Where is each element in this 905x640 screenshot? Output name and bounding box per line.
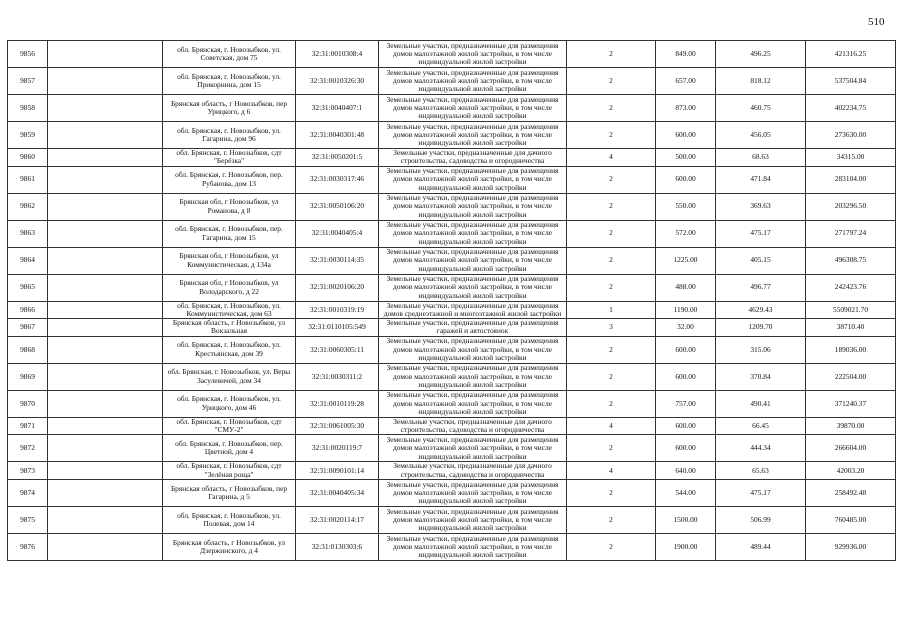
- cadastral-cost-cell: 34315.00: [806, 149, 896, 167]
- cadastral-cost-cell: 421316.25: [806, 41, 896, 68]
- area-cell: 757.00: [656, 390, 716, 417]
- address-cell: обл. Брянская, г. Новозыбков, ул. Прикорнина, дом 15: [163, 68, 296, 95]
- table-row: [8, 417, 896, 435]
- rate-cell: 496.25: [716, 41, 806, 68]
- area-cell: 600.00: [656, 122, 716, 149]
- table-row: [8, 247, 896, 274]
- address-cell: обл. Брянская, г. Новозыбков, сдт "Зелёная роща": [163, 462, 296, 480]
- cadastral-value-table: [7, 40, 896, 561]
- cadastral-cost-cell: 39870.00: [806, 417, 896, 435]
- row-number: 9865: [8, 274, 48, 301]
- cadastral-cost-cell: 203296.50: [806, 193, 896, 220]
- cadastral-number-cell: 32:31:0050106:20: [296, 193, 379, 220]
- category-cell: 4: [567, 149, 656, 167]
- rate-cell: 496.77: [716, 274, 806, 301]
- row-number: 9863: [8, 220, 48, 247]
- area-cell: 544.00: [656, 479, 716, 506]
- area-cell: 1190.00: [656, 301, 716, 319]
- row-number: 9869: [8, 363, 48, 390]
- land-use-cell: Земельные участки, предназначенные для дачного строительства, садоводства и огородничества: [379, 462, 567, 480]
- area-cell: 600.00: [656, 336, 716, 363]
- cadastral-cost-cell: 929936.00: [806, 533, 896, 560]
- category-cell: 2: [567, 220, 656, 247]
- rate-cell: 490.41: [716, 390, 806, 417]
- rate-cell: 405.15: [716, 247, 806, 274]
- category-cell: 2: [567, 166, 656, 193]
- row-number: 9868: [8, 336, 48, 363]
- cadastral-number-cell: 32:31:0020106:20: [296, 274, 379, 301]
- land-use-cell: Земельные участки, предназначенные для размещения домов малоэтажной жилой застройки, в том числе индивидуальной жилой застройки: [379, 95, 567, 122]
- page-number: 510: [868, 16, 885, 28]
- land-use-cell: Земельные участки, предназначенные для размещения домов малоэтажной жилой застройки, в том числе индивидуальной жилой застройки: [379, 336, 567, 363]
- table-row: [8, 533, 896, 560]
- cadastral-number-cell: 32:31:0060305:11: [296, 336, 379, 363]
- rate-cell: 444.34: [716, 435, 806, 462]
- table-row: [8, 41, 896, 68]
- address-cell: обл. Брянская, г. Новозыбков, ул. Коммунистическая, дом 63: [163, 301, 296, 319]
- cadastral-number-cell: 32:31:0010319:19: [296, 301, 379, 319]
- row-number: 9871: [8, 417, 48, 435]
- blank-cell: [48, 193, 163, 220]
- rate-cell: 818.12: [716, 68, 806, 95]
- blank-cell: [48, 417, 163, 435]
- rate-cell: 66.45: [716, 417, 806, 435]
- row-number: 9875: [8, 506, 48, 533]
- land-use-cell: Земельные участки, предназначенные для дачного строительства, садоводства и огородничества: [379, 149, 567, 167]
- row-number: 9862: [8, 193, 48, 220]
- blank-cell: [48, 336, 163, 363]
- land-use-cell: Земельные участки, предназначенные для размещения гаражей и автостоянок: [379, 319, 567, 337]
- blank-cell: [48, 363, 163, 390]
- table-row: [8, 166, 896, 193]
- rate-cell: 475.17: [716, 479, 806, 506]
- address-cell: обл. Брянская, г. Новозыбков, ул. Урицкого, дом 46: [163, 390, 296, 417]
- land-use-cell: Земельные участки, предназначенные для размещения домов малоэтажной жилой застройки, в том числе индивидуальной жилой застройки: [379, 479, 567, 506]
- land-use-cell: Земельные участки, предназначенные для размещения домов малоэтажной жилой застройки, в том числе индивидуальной жилой застройки: [379, 122, 567, 149]
- rate-cell: 68.63: [716, 149, 806, 167]
- category-cell: 2: [567, 95, 656, 122]
- blank-cell: [48, 479, 163, 506]
- blank-cell: [48, 41, 163, 68]
- rate-cell: 370.84: [716, 363, 806, 390]
- land-use-cell: Земельные участки, предназначенные для размещения домов малоэтажной жилой застройки, в том числе индивидуальной жилой застройки: [379, 435, 567, 462]
- rate-cell: 475.17: [716, 220, 806, 247]
- cadastral-cost-cell: 402234.75: [806, 95, 896, 122]
- address-cell: Брянская обл, г Новозыбков, ул Коммунистическая, д 134а: [163, 247, 296, 274]
- row-number: 9861: [8, 166, 48, 193]
- row-number: 9870: [8, 390, 48, 417]
- row-number: 9860: [8, 149, 48, 167]
- blank-cell: [48, 149, 163, 167]
- table-row: [8, 122, 896, 149]
- land-use-cell: Земельные участки, предназначенные для размещения домов малоэтажной жилой застройки, в том числе индивидуальной жилой застройки: [379, 363, 567, 390]
- area-cell: 657.00: [656, 68, 716, 95]
- address-cell: обл. Брянская, г. Новозыбков, ул. Крестьянская, дом 39: [163, 336, 296, 363]
- cadastral-number-cell: 32:31:0050201:5: [296, 149, 379, 167]
- area-cell: 1500.00: [656, 506, 716, 533]
- land-use-cell: Земельные участки, предназначенные для размещения домов малоэтажной жилой застройки, в том числе индивидуальной жилой застройки: [379, 68, 567, 95]
- category-cell: 2: [567, 533, 656, 560]
- table-row: [8, 301, 896, 319]
- rate-cell: 1209.70: [716, 319, 806, 337]
- cadastral-cost-cell: 189036.00: [806, 336, 896, 363]
- blank-cell: [48, 533, 163, 560]
- address-cell: Брянская область, г Новозыбков, ул Вокзальная: [163, 319, 296, 337]
- cadastral-number-cell: 32:31:0040407:1: [296, 95, 379, 122]
- row-number: 9858: [8, 95, 48, 122]
- address-cell: Брянская область, г Новозыбков, ул Дзержинского, д 4: [163, 533, 296, 560]
- cadastral-number-cell: 32:31:0061005:30: [296, 417, 379, 435]
- cadastral-number-cell: 32:31:0030114:35: [296, 247, 379, 274]
- land-use-cell: Земельные участки, предназначенные для размещения домов малоэтажной жилой застройки, в том числе индивидуальной жилой застройки: [379, 193, 567, 220]
- cadastral-cost-cell: 273630.00: [806, 122, 896, 149]
- cadastral-cost-cell: 371240.37: [806, 390, 896, 417]
- land-use-cell: Земельные участки, предназначенные для дачного строительства, садоводства и огородничества: [379, 417, 567, 435]
- cadastral-number-cell: 32:31:0040301:48: [296, 122, 379, 149]
- table-row: [8, 462, 896, 480]
- category-cell: 2: [567, 363, 656, 390]
- address-cell: обл. Брянская, г. Новозыбков, ул. Советская, дом 75: [163, 41, 296, 68]
- cadastral-number-cell: 32:31:0010326:30: [296, 68, 379, 95]
- area-cell: 32.00: [656, 319, 716, 337]
- table-row: [8, 220, 896, 247]
- table-row: [8, 336, 896, 363]
- category-cell: 4: [567, 462, 656, 480]
- area-cell: 640.00: [656, 462, 716, 480]
- address-cell: обл. Брянская, г. Новозыбков, сдт "Берёзка": [163, 149, 296, 167]
- category-cell: 2: [567, 68, 656, 95]
- category-cell: 2: [567, 479, 656, 506]
- cadastral-number-cell: 32:31:0010119:28: [296, 390, 379, 417]
- blank-cell: [48, 435, 163, 462]
- blank-cell: [48, 68, 163, 95]
- area-cell: 488.00: [656, 274, 716, 301]
- table-body: [8, 41, 896, 561]
- area-cell: 600.00: [656, 166, 716, 193]
- land-use-cell: Земельные участки, предназначенные для размещения домов малоэтажной жилой застройки, в том числе индивидуальной жилой застройки: [379, 166, 567, 193]
- cadastral-cost-cell: 760485.00: [806, 506, 896, 533]
- land-use-cell: Земельные участки, предназначенные для размещения домов малоэтажной жилой застройки, в том числе индивидуальной жилой застройки: [379, 533, 567, 560]
- rate-cell: 460.75: [716, 95, 806, 122]
- area-cell: 600.00: [656, 363, 716, 390]
- address-cell: Брянская обл, г Новозыбков, ул Володарского, д 22: [163, 274, 296, 301]
- category-cell: 2: [567, 274, 656, 301]
- area-cell: 873.00: [656, 95, 716, 122]
- land-use-cell: Земельные участки, предназначенные для размещения домов малоэтажной жилой застройки, в том числе индивидуальной жилой застройки: [379, 41, 567, 68]
- category-cell: 2: [567, 247, 656, 274]
- blank-cell: [48, 390, 163, 417]
- rate-cell: 65.63: [716, 462, 806, 480]
- table-row: [8, 390, 896, 417]
- cadastral-cost-cell: 242423.76: [806, 274, 896, 301]
- table-row: [8, 274, 896, 301]
- address-cell: обл. Брянская, г. Новозыбков, ул. Гагарина, дом 96: [163, 122, 296, 149]
- cadastral-number-cell: 32:31:0030317:46: [296, 166, 379, 193]
- area-cell: 550.00: [656, 193, 716, 220]
- area-cell: 600.00: [656, 435, 716, 462]
- blank-cell: [48, 220, 163, 247]
- land-use-cell: Земельные участки, предназначенные для размещения домов малоэтажной жилой застройки, в том числе индивидуальной жилой застройки: [379, 247, 567, 274]
- blank-cell: [48, 301, 163, 319]
- table-row: [8, 193, 896, 220]
- blank-cell: [48, 274, 163, 301]
- row-number: 9873: [8, 462, 48, 480]
- row-number: 9856: [8, 41, 48, 68]
- category-cell: 2: [567, 193, 656, 220]
- table-row: [8, 319, 896, 337]
- row-number: 9874: [8, 479, 48, 506]
- category-cell: 2: [567, 506, 656, 533]
- row-number: 9859: [8, 122, 48, 149]
- rate-cell: 471.84: [716, 166, 806, 193]
- rate-cell: 4629.43: [716, 301, 806, 319]
- area-cell: 1900.00: [656, 533, 716, 560]
- table-row: [8, 506, 896, 533]
- address-cell: обл. Брянская, г. Новозыбков, сдт "СМУ-2": [163, 417, 296, 435]
- cadastral-cost-cell: 496308.75: [806, 247, 896, 274]
- cadastral-cost-cell: 5509021.70: [806, 301, 896, 319]
- address-cell: Брянская область, г Новозыбков, пер Гагарина, д 5: [163, 479, 296, 506]
- area-cell: 572.00: [656, 220, 716, 247]
- row-number: 9857: [8, 68, 48, 95]
- cadastral-number-cell: 32:31:0110105:549: [296, 319, 379, 337]
- blank-cell: [48, 319, 163, 337]
- table-row: [8, 149, 896, 167]
- table-row: [8, 95, 896, 122]
- cadastral-number-cell: 32:31:0010308:4: [296, 41, 379, 68]
- table-row: [8, 435, 896, 462]
- category-cell: 2: [567, 41, 656, 68]
- rate-cell: 369.63: [716, 193, 806, 220]
- blank-cell: [48, 247, 163, 274]
- table-row: [8, 479, 896, 506]
- address-cell: обл. Брянская, г. Новозыбков, пер. Цветной, дом 4: [163, 435, 296, 462]
- cadastral-cost-cell: 271797.24: [806, 220, 896, 247]
- blank-cell: [48, 462, 163, 480]
- land-use-cell: Земельные участки, предназначенные для размещения домов малоэтажной жилой застройки, в том числе индивидуальной жилой застройки: [379, 506, 567, 533]
- area-cell: 849.00: [656, 41, 716, 68]
- address-cell: обл. Брянская, г. Новозыбков, пер. Гагарина, дом 15: [163, 220, 296, 247]
- area-cell: 600.00: [656, 417, 716, 435]
- land-use-cell: Земельные участки, предназначенные для размещения домов малоэтажной жилой застройки, в том числе индивидуальной жилой застройки: [379, 274, 567, 301]
- category-cell: 1: [567, 301, 656, 319]
- cadastral-cost-cell: 266604.00: [806, 435, 896, 462]
- category-cell: 2: [567, 390, 656, 417]
- table-row: [8, 68, 896, 95]
- table-row: [8, 363, 896, 390]
- blank-cell: [48, 122, 163, 149]
- cadastral-cost-cell: 258492.48: [806, 479, 896, 506]
- address-cell: обл. Брянская, г. Новозыбков, ул. Полевая, дом 14: [163, 506, 296, 533]
- cadastral-cost-cell: 38710.40: [806, 319, 896, 337]
- row-number: 9872: [8, 435, 48, 462]
- address-cell: Брянская область, г Новозыбков, пер Урицкого, д 6: [163, 95, 296, 122]
- cadastral-number-cell: 32:31:0020114:17: [296, 506, 379, 533]
- cadastral-cost-cell: 283104.00: [806, 166, 896, 193]
- row-number: 9866: [8, 301, 48, 319]
- category-cell: 2: [567, 336, 656, 363]
- row-number: 9876: [8, 533, 48, 560]
- row-number: 9864: [8, 247, 48, 274]
- blank-cell: [48, 506, 163, 533]
- address-cell: обл. Брянская, г. Новозыбков, пер. Рубанова, дом 13: [163, 166, 296, 193]
- category-cell: 4: [567, 417, 656, 435]
- cadastral-cost-cell: 222504.00: [806, 363, 896, 390]
- cadastral-number-cell: 32:31:0020119:7: [296, 435, 379, 462]
- rate-cell: 489.44: [716, 533, 806, 560]
- rate-cell: 315.06: [716, 336, 806, 363]
- area-cell: 500.00: [656, 149, 716, 167]
- blank-cell: [48, 166, 163, 193]
- category-cell: 3: [567, 319, 656, 337]
- row-number: 9867: [8, 319, 48, 337]
- address-cell: Брянская обл, г Новозыбков, ул Романова, д 8: [163, 193, 296, 220]
- cadastral-cost-cell: 42003.20: [806, 462, 896, 480]
- blank-cell: [48, 95, 163, 122]
- cadastral-number-cell: 32:31:0040405:4: [296, 220, 379, 247]
- rate-cell: 456.05: [716, 122, 806, 149]
- cadastral-number-cell: 32:31:0090101:14: [296, 462, 379, 480]
- land-use-cell: Земельные участки, предназначенные для размещения домов среднеэтажной и многоэтажной жилой застройки: [379, 301, 567, 319]
- cadastral-number-cell: 32:31:0040405:34: [296, 479, 379, 506]
- cadastral-number-cell: 32:31:0030311:2: [296, 363, 379, 390]
- land-use-cell: Земельные участки, предназначенные для размещения домов малоэтажной жилой застройки, в том числе индивидуальной жилой застройки: [379, 390, 567, 417]
- category-cell: 2: [567, 435, 656, 462]
- category-cell: 2: [567, 122, 656, 149]
- cadastral-cost-cell: 537504.84: [806, 68, 896, 95]
- land-use-cell: Земельные участки, предназначенные для размещения домов малоэтажной жилой застройки, в том числе индивидуальной жилой застройки: [379, 220, 567, 247]
- area-cell: 1225.00: [656, 247, 716, 274]
- address-cell: обл. Брянская, г. Новозыбков, ул. Веры Засулевичей, дом 34: [163, 363, 296, 390]
- rate-cell: 506.99: [716, 506, 806, 533]
- cadastral-number-cell: 32:31:0130303:6: [296, 533, 379, 560]
